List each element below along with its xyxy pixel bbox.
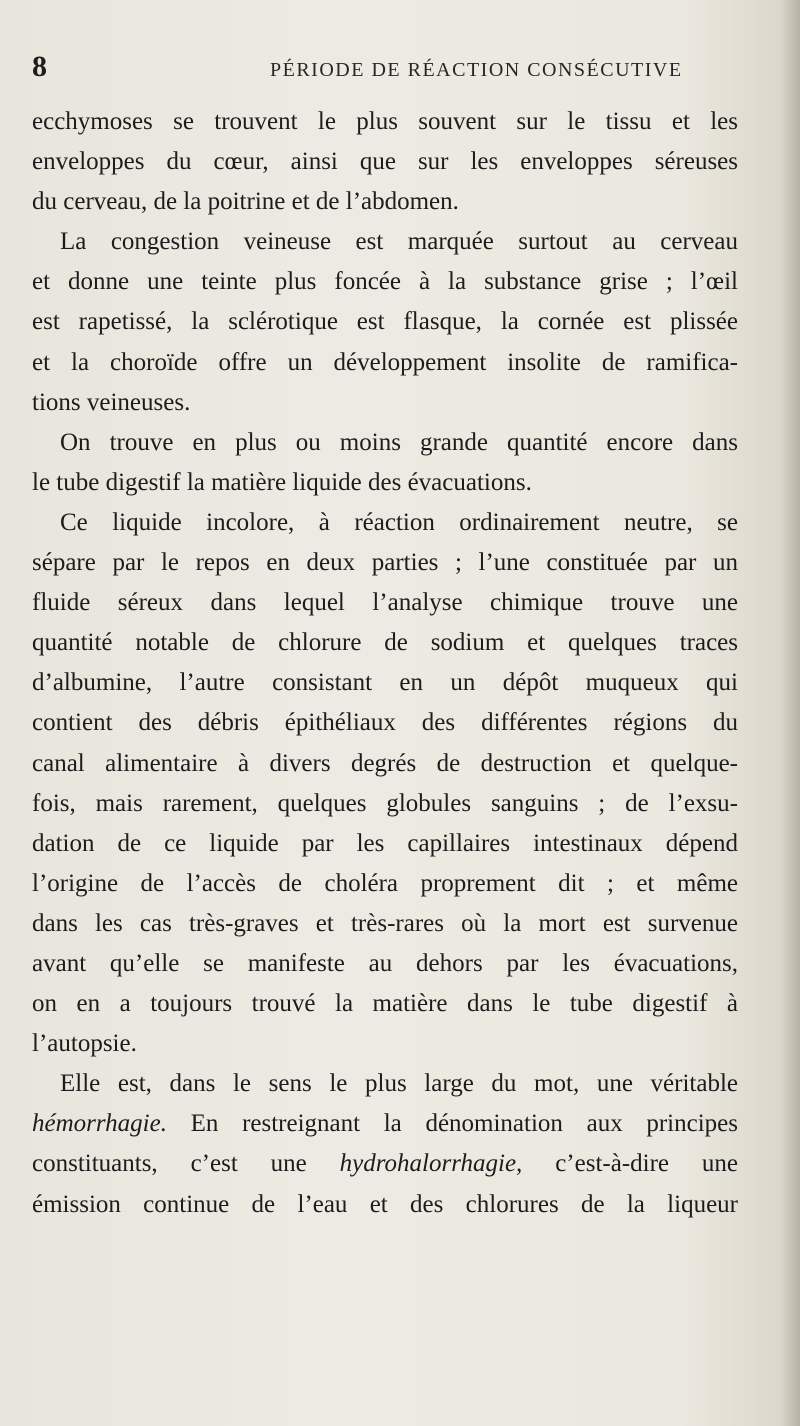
- text-line: On trouve en plus ou moins grande quantité encore dans: [60, 428, 738, 456]
- text-line: La congestion veineuse est marquée surtout au cerveau: [60, 228, 738, 256]
- text-line: dation de ce liquide par les capillaires intestinaux dépend: [32, 829, 738, 857]
- text-line: dans les cas très-graves et très-rares où la mort est survenue: [32, 909, 738, 937]
- text-line: l’autopsie.: [32, 1030, 137, 1058]
- text-line: contient des débris épithéliaux des différentes régions du: [32, 709, 738, 737]
- paragraph-4: [32, 503, 738, 1064]
- text-fragment: c’est-à-dire une: [522, 1150, 738, 1178]
- italic-term-hydrohalorrhagie: hydrohalorrhagie,: [339, 1150, 523, 1178]
- text-line: enveloppes du cœur, ainsi que sur les enveloppes séreuses: [32, 148, 738, 176]
- text-line: canal alimentaire à divers degrés de destruction et quelque-: [32, 749, 738, 777]
- text-line: [32, 1144, 738, 1184]
- text-fragment: constituants, c’est une: [32, 1150, 340, 1178]
- text-fragment: En restreignant la dénomination aux principes: [166, 1110, 738, 1138]
- text-line: sépare par le repos en deux parties ; l’une constituée par un: [32, 549, 738, 577]
- running-head: PÉRIODE DE RÉACTION CONSÉCUTIVE: [270, 59, 683, 81]
- text-line: et donne une teinte plus foncée à la substance grise ; l’œil: [32, 268, 738, 296]
- text-line: fluide séreux dans lequel l’analyse chimique trouve une: [32, 589, 738, 617]
- paragraph-2: [32, 222, 738, 422]
- text-line: Ce liquide incolore, à réaction ordinairement neutre, se: [60, 508, 738, 536]
- text-line: quantité notable de chlorure de sodium et quelques traces: [32, 629, 738, 657]
- paragraph-3: [32, 423, 738, 503]
- page-edge-shadow: [782, 0, 800, 1426]
- text-line: tions veineuses.: [32, 388, 191, 416]
- text-line: du cerveau, de la poitrine et de l’abdomen.: [32, 188, 459, 216]
- text-line: l’origine de l’accès de choléra proprement dit ; et même: [32, 869, 738, 897]
- page-number: 8: [32, 50, 47, 83]
- text-line: est rapetissé, la sclérotique est flasque, la cornée est plissée: [32, 308, 738, 336]
- text-line: fois, mais rarement, quelques globules sanguins ; de l’exsu-: [32, 789, 738, 817]
- italic-term-hemorrhagie: hémorrhagie.: [32, 1110, 167, 1138]
- body-text: [32, 102, 738, 1225]
- text-line: Elle est, dans le sens le plus large du mot, une véritable: [60, 1070, 738, 1098]
- paragraph-5: [32, 1064, 738, 1224]
- paragraph-1: [32, 102, 738, 222]
- text-line: [32, 1104, 738, 1144]
- text-line: et la choroïde offre un développement insolite de ramifica-: [32, 348, 738, 376]
- text-line: émission continue de l’eau et des chlorures de la liqueur: [32, 1190, 738, 1218]
- text-line: ecchymoses se trouvent le plus souvent sur le tissu et les: [32, 108, 738, 135]
- text-line: on en a toujours trouvé la matière dans le tube digestif à: [32, 990, 738, 1018]
- text-line: avant qu’elle se manifeste au dehors par les évacuations,: [32, 949, 738, 977]
- text-line: le tube digestif la matière liquide des évacuations.: [32, 468, 532, 496]
- text-line: d’albumine, l’autre consistant en un dépôt muqueux qui: [32, 669, 738, 697]
